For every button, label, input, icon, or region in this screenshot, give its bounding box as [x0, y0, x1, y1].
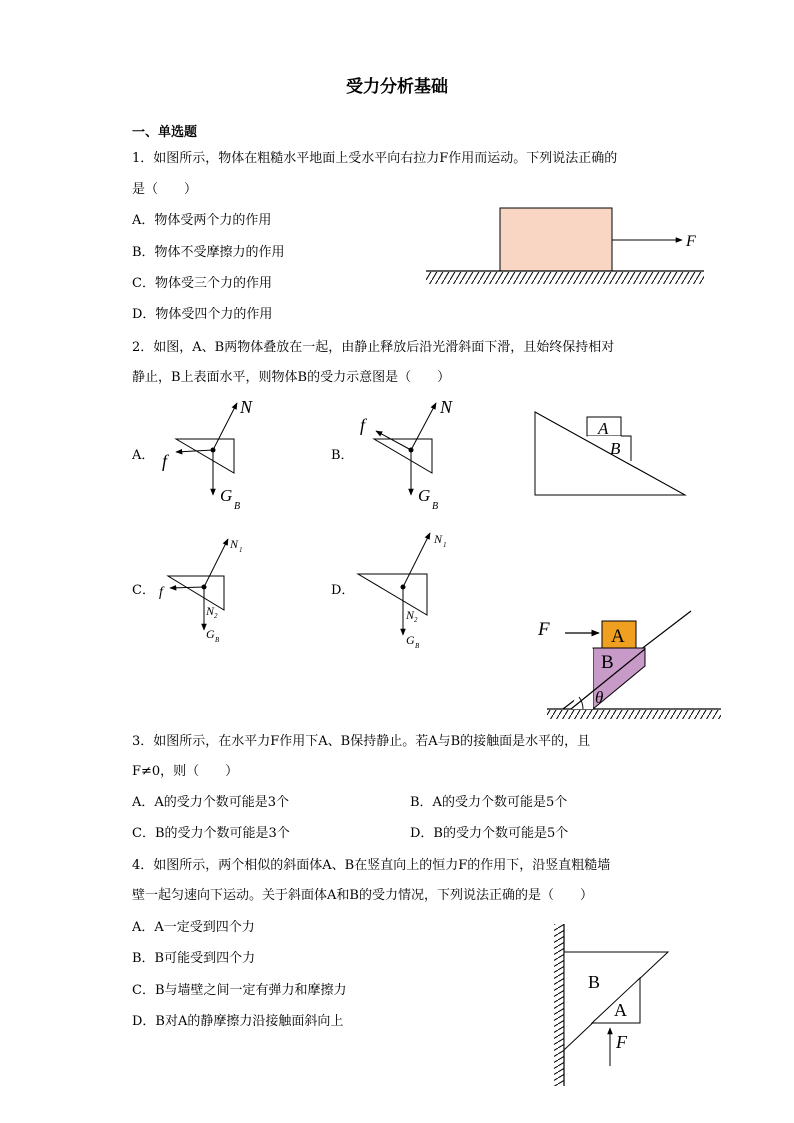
q2-block-B-label: B	[610, 439, 621, 458]
q2c-N2-sub: 2	[214, 612, 218, 620]
q3-option-c[interactable]: C．B的受力个数可能是3个	[132, 826, 290, 841]
q3-theta-label: θ	[595, 688, 604, 707]
q2-option-d-letter[interactable]: D．	[331, 583, 355, 598]
q3-option-d[interactable]: D．B的受力个数可能是5个	[410, 826, 569, 841]
q3-figure	[535, 605, 725, 720]
q4-stem-line1: 4．如图所示，两个相似的斜面体A、B在竖直向上的恒力F的作用下，沿竖直粗糙墙	[132, 858, 611, 873]
q4-block-A-label: A	[614, 1000, 627, 1020]
q4-force-label: F	[616, 1032, 627, 1052]
section-heading: 一、单选题	[132, 125, 198, 140]
q3-option-b[interactable]: B．A的受力个数可能是5个	[410, 795, 568, 810]
q1-block	[500, 208, 612, 271]
q1-ground-hatch	[426, 272, 704, 284]
q2-option-b-letter[interactable]: B．	[331, 448, 354, 463]
q4-option-d[interactable]: D．B对A的静摩擦力沿接触面斜向上	[132, 1014, 344, 1029]
q2c-N2-label: N	[206, 604, 215, 618]
q2b-N-label: N	[440, 397, 453, 417]
q4-wall-hatch	[554, 924, 564, 1086]
q1-option-a[interactable]: A．物体受两个力的作用	[132, 213, 272, 228]
q3-ground-hatch	[547, 710, 721, 719]
page-title: 受力分析基础	[346, 77, 448, 97]
q4-block-B-label: B	[588, 972, 601, 992]
q4-figure	[548, 922, 678, 1090]
q2-option-b-diagram	[350, 395, 470, 520]
q1-option-b[interactable]: B．物体不受摩擦力的作用	[132, 245, 285, 260]
q2d-N1-label: N	[434, 532, 443, 546]
q3-option-a[interactable]: A．A的受力个数可能是3个	[132, 795, 290, 810]
q4-stem-line2: 壁一起匀速向下运动。关于斜面体A和B的受力情况，下列说法正确的是（ ）	[132, 888, 593, 903]
q2a-G-sub: B	[234, 501, 241, 512]
q4-option-a[interactable]: A．A一定受到四个力	[132, 920, 255, 935]
q2-option-a-letter[interactable]: A．	[132, 448, 155, 463]
q2-stem-line2: 静止，B上表面水平，则物体B的受力示意图是（ ）	[132, 370, 451, 385]
q2-option-c-diagram	[150, 530, 270, 655]
q2-option-d-diagram	[350, 525, 470, 655]
q2b-f-label: f	[360, 415, 366, 435]
q2b-G-label: G	[418, 486, 431, 505]
q2-option-c-letter[interactable]: C．	[132, 583, 155, 598]
q2b-G-sub: B	[432, 501, 439, 512]
q1-stem-line2: 是（ ）	[132, 182, 198, 197]
q2d-G-label: G	[406, 633, 415, 647]
q2a-N-label: N	[240, 397, 253, 417]
q1-stem-line1: 1．如图所示，物体在粗糙水平地面上受水平向右拉力F作用而运动。下列说法正确的	[132, 151, 618, 166]
q2d-N2-label: N	[406, 608, 415, 622]
q3-stem-line2: F≠0，则（ ）	[132, 764, 239, 779]
q2d-G-sub: B	[415, 642, 420, 650]
q4-option-b[interactable]: B．B可能受到四个力	[132, 951, 256, 966]
q2-incline-figure	[530, 410, 690, 500]
q1-figure	[420, 200, 710, 290]
q4-option-c[interactable]: C．B与墙壁之间一定有弹力和摩擦力	[132, 983, 347, 998]
q3-block-B-label: B	[601, 652, 614, 673]
q2a-G-label: G	[220, 486, 233, 505]
q2-stem-line1: 2．如图，A、B两物体叠放在一起，由静止释放后沿光滑斜面下滑，且始终保持相对	[132, 340, 615, 355]
q1-option-d[interactable]: D．物体受四个力的作用	[132, 307, 273, 322]
q2-option-a-diagram	[150, 395, 270, 520]
q1-option-c[interactable]: C．物体受三个力的作用	[132, 276, 272, 291]
q2d-N2-sub: 2	[414, 616, 418, 624]
q2c-f-label: f	[159, 585, 163, 600]
q2c-N1-label: N	[230, 537, 239, 551]
q2d-N1-sub: 1	[443, 541, 447, 549]
q2c-N1-sub: 1	[239, 546, 243, 554]
q3-block-A-label: A	[611, 626, 625, 647]
q3-stem-line1: 3．如图所示，在水平力F作用下A、B保持静止。若A与B的接触面是水平的，且	[132, 734, 591, 749]
q2c-G-label: G	[206, 627, 215, 641]
q2-block-A-label: A	[598, 419, 609, 438]
q2a-f-label: f	[162, 451, 168, 471]
q3-force-label: F	[538, 619, 550, 640]
q2c-G-sub: B	[215, 636, 220, 644]
q1-force-label: F	[686, 233, 696, 250]
